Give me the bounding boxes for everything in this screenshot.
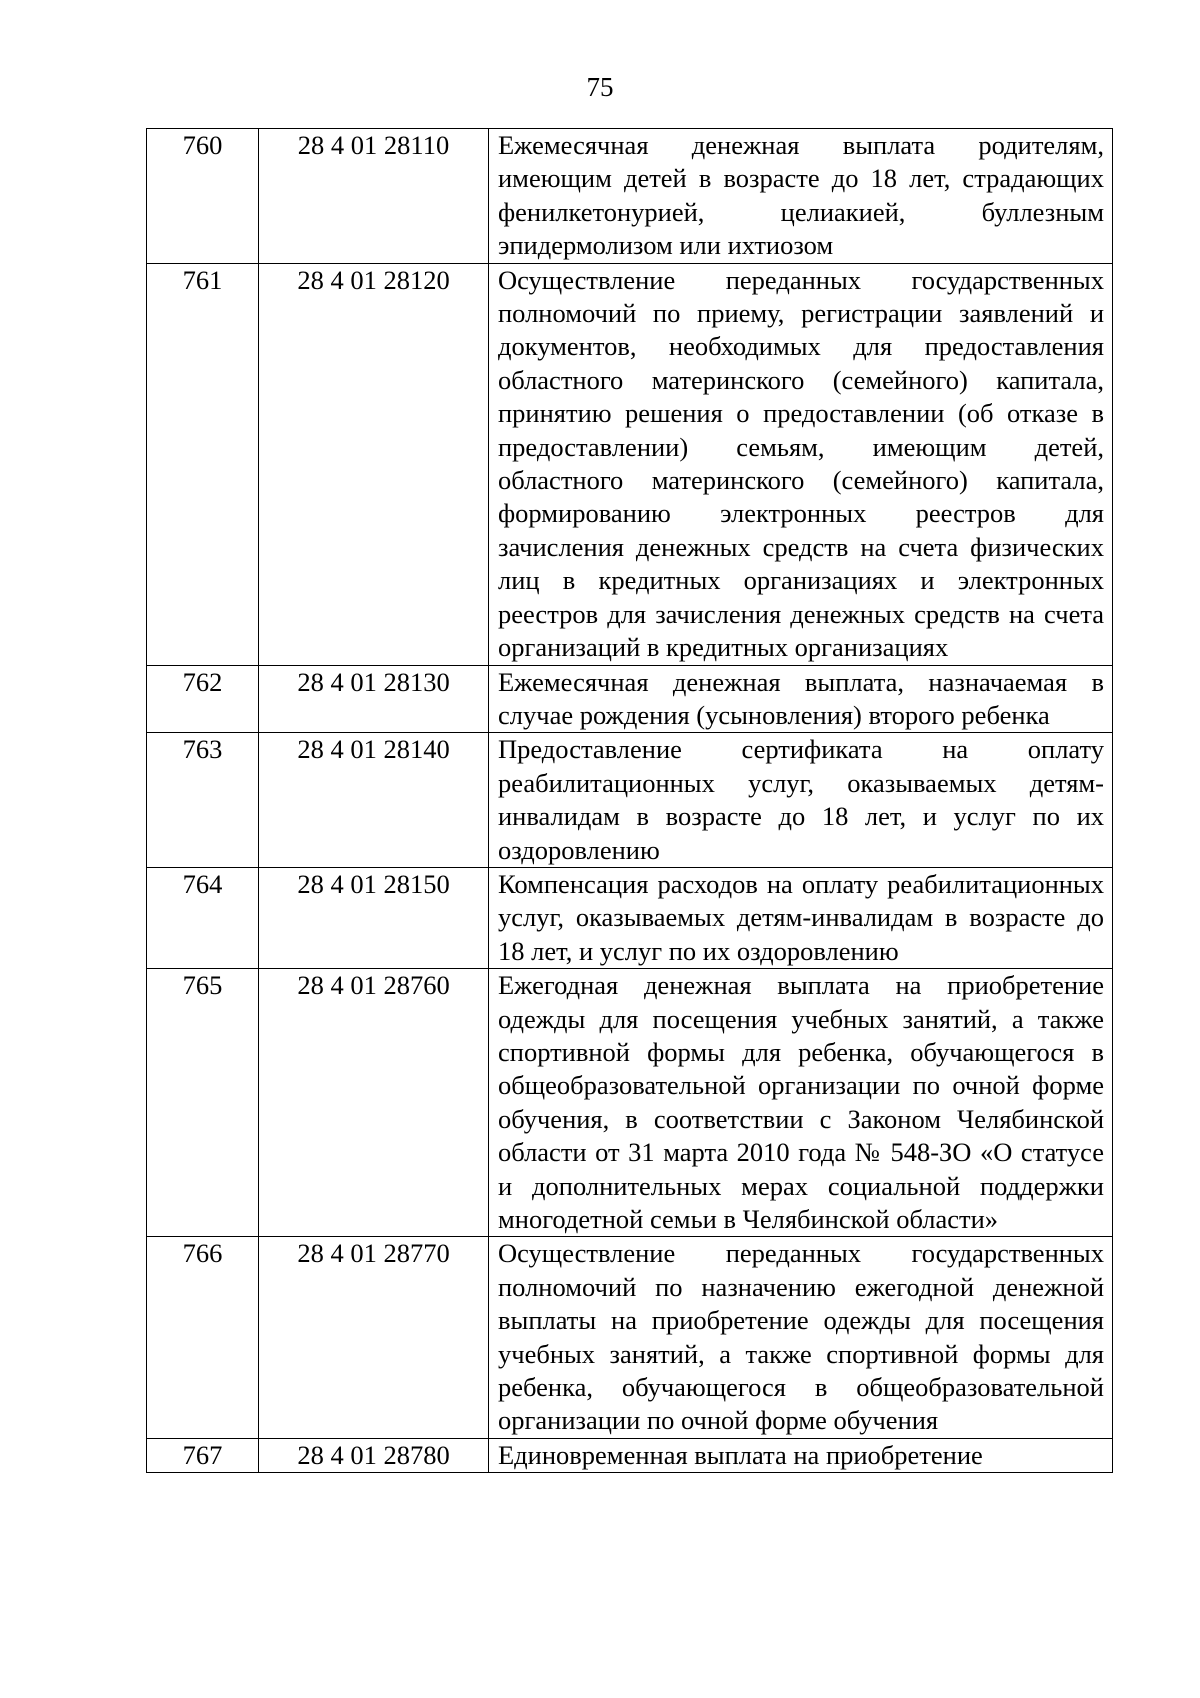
row-number: 763 [147,733,259,868]
table-row [147,1237,1113,1438]
expense-description: Ежемесячная денежная выплата родителям, имеющим детей в возрасте до 18 лет, страдающих фенилкетонурией, целиакией, буллезным эпидермолизом или ихтиозом [489,129,1113,264]
target-article-code: 28 4 01 28130 [259,665,489,733]
table-row [147,665,1113,733]
row-number: 766 [147,1237,259,1438]
page-number: 75 [586,72,614,102]
expense-description: Единовременная выплата на приобретение [489,1438,1113,1472]
target-article-code: 28 4 01 28150 [259,867,489,968]
row-number: 761 [147,263,259,665]
row-number: 762 [147,665,259,733]
table-row [147,867,1113,968]
row-number: 764 [147,867,259,968]
row-number: 767 [147,1438,259,1472]
budget-classification-table [146,128,1113,1473]
row-number: 765 [147,969,259,1237]
table-row [147,129,1113,264]
table-row [147,969,1113,1237]
table-row [147,733,1113,868]
expense-description: Ежемесячная денежная выплата, назначаемая в случае рождения (усыновления) второго ребенка [489,665,1113,733]
target-article-code: 28 4 01 28120 [259,263,489,665]
expense-description: Предоставление сертификата на оплату реабилитационных услуг, оказываемых детям-инвалидам в возрасте до 18 лет, и услуг по их оздоровлению [489,733,1113,868]
expense-description: Осуществление переданных государственных полномочий по приему, регистрации заявлений и документов, необходимых для предоставления областного материнского (семейного) капитала, принятию решения о предоставлении (об отказе в предоставлении) семьям, имеющим детей, областного материнского (семейного) капитала, формированию электронных реестров для зачисления денежных средств на счета физических лиц в кредитных организациях и электронных реестров для зачисления денежных средств на счета организаций в кредитных организациях [489,263,1113,665]
target-article-code: 28 4 01 28760 [259,969,489,1237]
row-number: 760 [147,129,259,264]
target-article-code: 28 4 01 28780 [259,1438,489,1472]
target-article-code: 28 4 01 28140 [259,733,489,868]
table-row [147,1438,1113,1472]
expense-description: Осуществление переданных государственных полномочий по назначению ежегодной денежной выплаты на приобретение одежды для посещения учебных занятий, а также спортивной формы для ребенка, обучающегося в общеобразовательной организации по очной форме обучения [489,1237,1113,1438]
expense-description: Ежегодная денежная выплата на приобретение одежды для посещения учебных занятий, а также спортивной формы для ребенка, обучающегося в общеобразовательной организации по очной форме обучения, в соответствии с Законом Челябинской области от 31 марта 2010 года № 548-ЗО «О статусе и дополнительных мерах социальной поддержки многодетной семьи в Челябинской области» [489,969,1113,1237]
expense-description: Компенсация расходов на оплату реабилитационных услуг, оказываемых детям-инвалидам в возрасте до 18 лет, и услуг по их оздоровлению [489,867,1113,968]
target-article-code: 28 4 01 28770 [259,1237,489,1438]
table-row [147,263,1113,665]
target-article-code: 28 4 01 28110 [259,129,489,264]
